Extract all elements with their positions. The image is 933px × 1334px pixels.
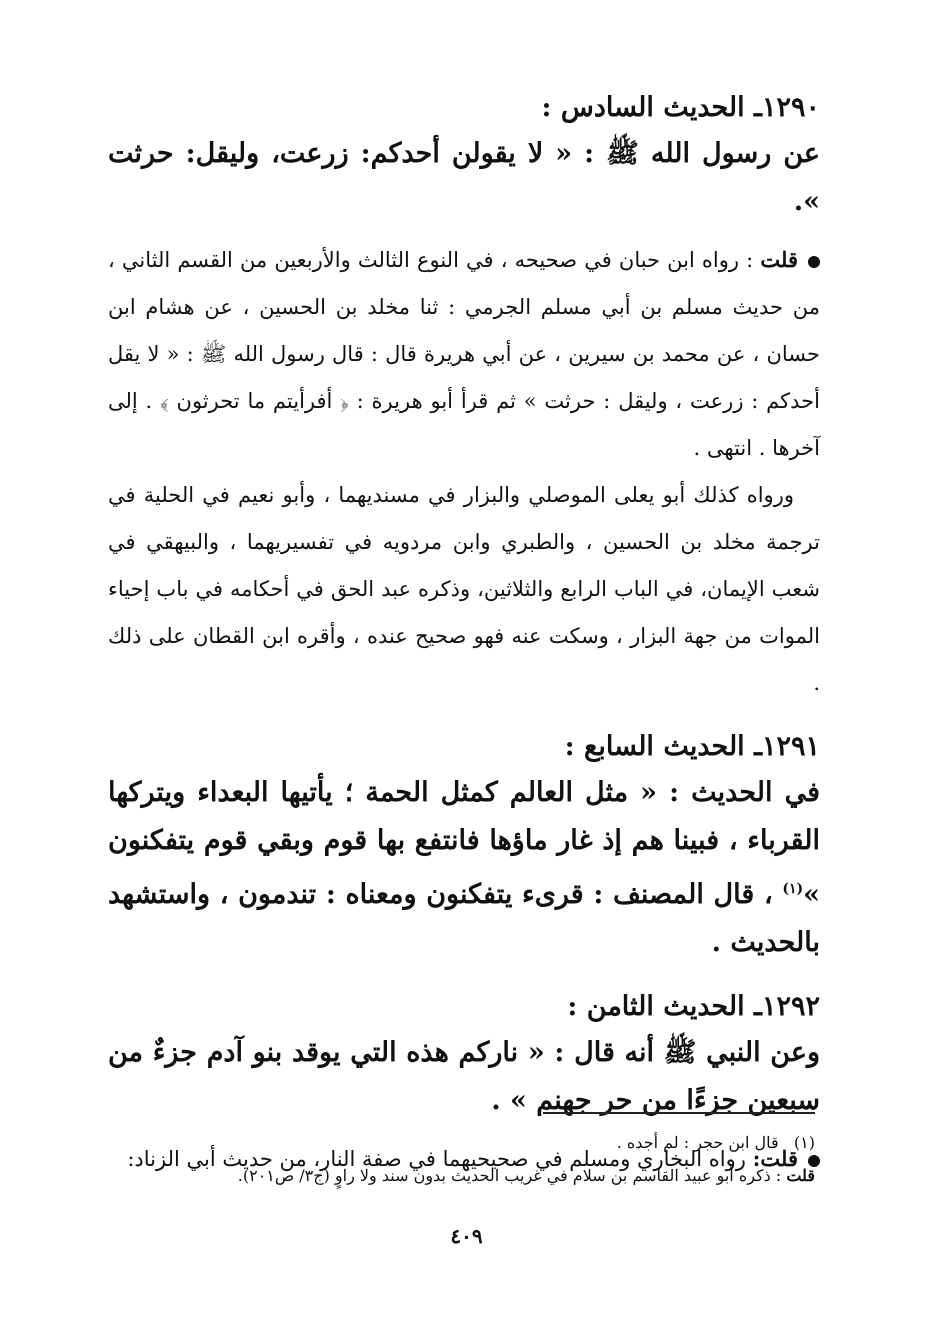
hadith-1291-text	[108, 769, 820, 967]
hadith-1290	[108, 86, 820, 707]
footnote-reference: (١)	[782, 881, 804, 897]
matn-text: في الحديث : « مثل العالم كمثل الحمة ؛ يأتيها البعداء ويتركها القرباء ، فبينا هم إذ غار ماؤها فانتفع بها قوم وبقي قوم يتفكنون »	[108, 777, 820, 910]
page-number: ٤٠٩	[450, 1224, 483, 1248]
hadith-1291-heading: ١٢٩١ـ الحديث السابع :	[564, 731, 820, 762]
hadith-1290-text: عن رسول الله ﷺ : « لا يقولن أحدكم: زرعت، وليقل: حرثت ».	[108, 138, 820, 217]
hadith-1290-commentary-2: ورواه كذلك أبو يعلى الموصلي والبزار في مسنديهما ، وأبو نعيم في الحلية في ترجمة مخلد بن الحسين ، والطبري وابن مردويه في تفسيريهما ، والبيهقي في شعب الإيمان، في الباب الرابع والثلاثين، وذكره عبد الحق في أحكامه في باب إحياء الموات من جهة البزار ، وسكت عنه فهو صحيح عنده ، وأقره ابن القطان على ذلك .	[108, 483, 820, 695]
page-body	[108, 86, 820, 1183]
matn-tail: ، قال المصنف : قرىء يتفكنون ومعناه : تندمون ، واستشهد بالحديث .	[108, 879, 820, 958]
footnote-text: قال ابن حجر : لم أجده .	[616, 1133, 779, 1152]
hadith-1290-commentary	[108, 236, 820, 472]
bullet-icon	[808, 256, 820, 268]
footnote-1	[115, 1126, 815, 1159]
commentary-text: : رواه ابن حبان في صحيحه ، في النوع الثالث والأربعين من القسم الثاني ، من حديث مسلم بن أبي مسلم الجرمي : ثنا مخلد بن الحسين ، عن هشام ابن حسان ، عن محمد بن سيرين ، عن أبي هريرة قال : قال رسول الله ﷺ : « لا يقل أحدكم : زرعت ، وليقل : حرثت » ثم قرأ أبو هريرة : ﴿ أفرأيتم ما تحرثون ﴾ . إلى آخرها . انتهى .	[108, 248, 820, 460]
footnote-number: (١)	[793, 1133, 815, 1152]
commentary-text: رواه البخاري ومسلم في صحيحيهما في صفة النار، من حديث أبي الزناد:	[127, 1147, 746, 1171]
footnote-text: : ذكره أبو عبيد القاسم بن سلام في غريب الحديث بدون سند ولا راوٍ (ج٣/ ص٢٠١).	[237, 1166, 782, 1185]
hadith-1292-text: وعن النبي ﷺ أنه قال : « ناركم هذه التي يوقد بنو آدم جزءٌ من سبعين جزءًا من حر جهنم » .	[108, 1037, 820, 1116]
qult-label: قلت:	[752, 1146, 798, 1171]
qult-label: قلت	[786, 1166, 815, 1185]
footnotes	[115, 1112, 815, 1192]
hadith-1290-heading: ١٢٩٠ـ الحديث السادس :	[541, 92, 820, 123]
footnote-divider	[543, 1112, 815, 1114]
footnote-2	[115, 1159, 815, 1192]
qult-label: قلت	[760, 247, 798, 272]
hadith-1292-heading: ١٢٩٢ـ الحديث الثامن :	[567, 991, 820, 1022]
hadith-1291	[108, 725, 820, 967]
